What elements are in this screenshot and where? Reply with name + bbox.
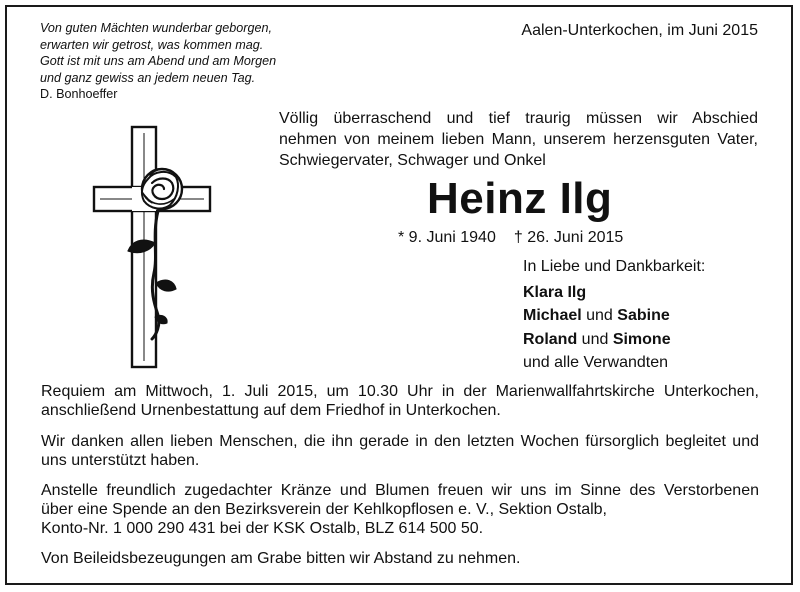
- life-dates: [398, 229, 623, 247]
- quote-line-3: Gott ist mit uns am Abend und am Morgen: [40, 54, 277, 69]
- name-simone: Simone: [612, 330, 671, 348]
- bonhoeffer-quote: [40, 20, 276, 103]
- family-member-klara: [523, 281, 705, 304]
- gratitude-line-2: uns unterstützt haben.: [41, 452, 200, 469]
- death-date: † 26. Juni 2015: [513, 229, 624, 246]
- donation-line-3: Konto-Nr. 1 000 290 431 bei der KSK Ostalb, BLZ 614 500 50.: [41, 520, 484, 537]
- donation-line-1: Anstelle freundlich zugedachter Kränze und Blumen freuen wir uns im Sinne des Verstorbenen: [41, 482, 759, 499]
- condolences-line: Von Beileidsbezeugungen am Grabe bitten wir Abstand zu nehmen.: [41, 550, 521, 567]
- intro-text: [279, 108, 758, 171]
- conjunction-und: und: [581, 307, 618, 325]
- requiem-line-2: anschließend Urnenbestattung auf dem Friedhof in Unterkochen.: [41, 402, 501, 419]
- place-date: Aalen-Unterkochen, im Juni 2015: [521, 22, 758, 39]
- intro-line-1: Völlig überraschend und tief traurig müssen wir Abschied: [279, 110, 758, 127]
- name-roland: Roland: [523, 330, 578, 348]
- quote-author: D. Bonhoeffer: [40, 87, 118, 102]
- donation-line-2: über eine Spende an den Bezirksverein der Kehlkopflosen e. V., Sektion Ostalb,: [41, 501, 607, 518]
- quote-line-2: erwarten wir getrost, was kommen mag.: [40, 37, 264, 52]
- donation-paragraph: [41, 481, 759, 538]
- family-signatures: [523, 255, 705, 374]
- name-michael: Michael: [523, 307, 582, 325]
- family-members-roland-simone: [523, 328, 705, 351]
- birth-date: * 9. Juni 1940: [398, 229, 496, 246]
- intro-line-2: nehmen von meinem lieben Mann, unserem herzensguten Vater,: [279, 131, 758, 148]
- quote-line-4: und ganz gewiss an jedem neuen Tag.: [40, 70, 256, 85]
- requiem-line-1: Requiem am Mittwoch, 1. Juli 2015, um 10.30 Uhr in der Marienwallfahrtskirche Unterkochen,: [41, 383, 759, 400]
- deceased-name: Heinz Ilg: [427, 174, 613, 223]
- gratitude-paragraph: [41, 432, 759, 470]
- family-relatives: und alle Verwandten: [523, 353, 668, 371]
- family-members-michael-sabine: [523, 304, 705, 327]
- requiem-paragraph: [41, 382, 759, 420]
- condolences-paragraph: [41, 549, 759, 568]
- gratitude-line-1: Wir danken allen lieben Menschen, die ihn gerade in den letzten Wochen fürsorglich begleitet und: [41, 433, 759, 450]
- conjunction-und: und: [577, 330, 613, 348]
- family-thanks: In Liebe und Dankbarkeit:: [523, 258, 706, 275]
- quote-line-1: Von guten Mächten wunderbar geborgen,: [40, 21, 272, 35]
- name-sabine: Sabine: [617, 307, 670, 325]
- intro-line-3: Schwiegervater, Schwager und Onkel: [279, 152, 546, 169]
- name-klara: Klara Ilg: [523, 284, 587, 302]
- cross-with-rose-icon: [92, 125, 212, 375]
